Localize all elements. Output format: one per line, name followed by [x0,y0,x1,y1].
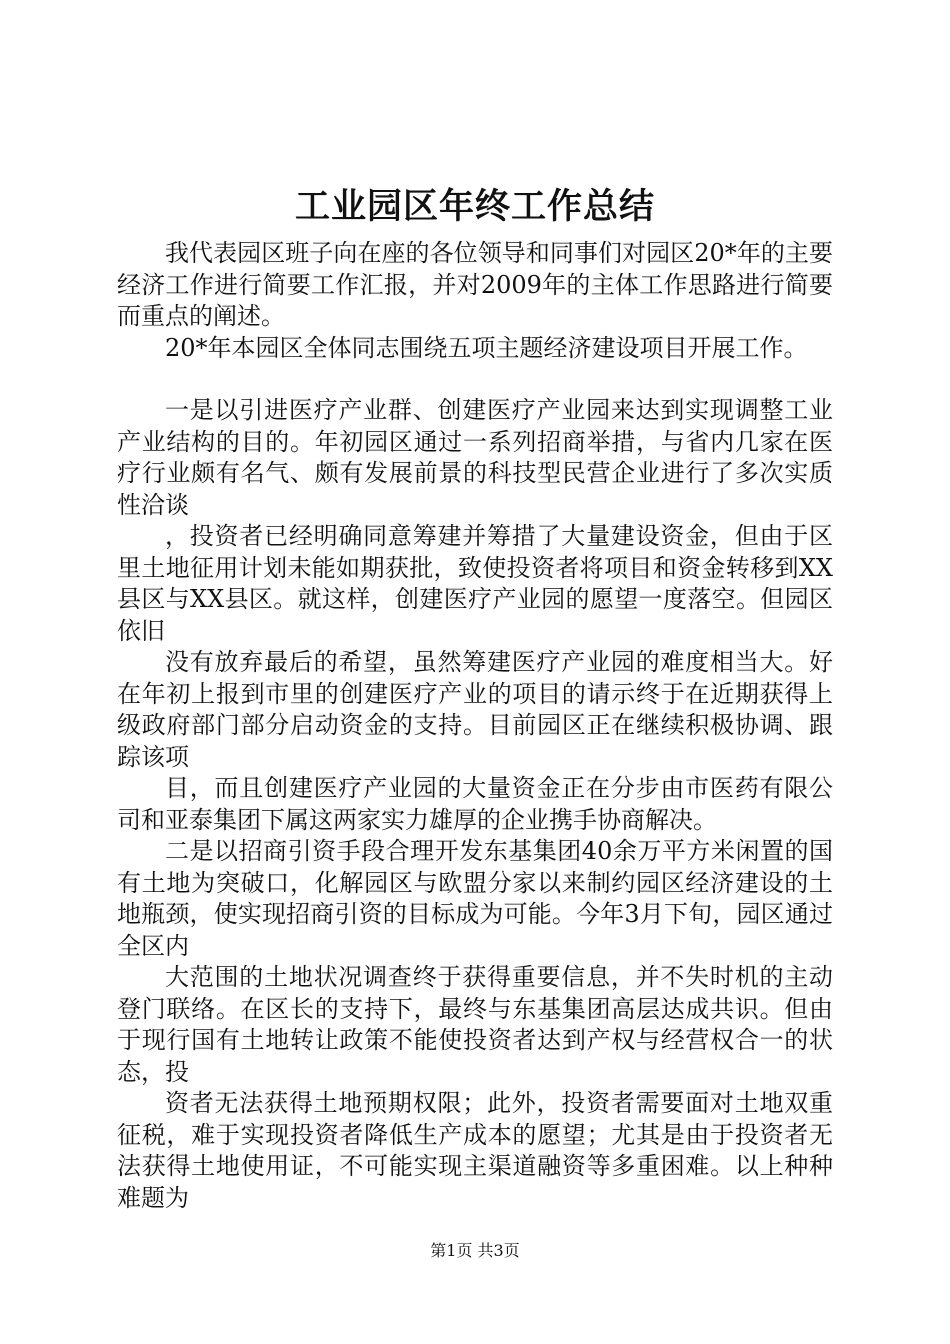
paragraph-point-two: 二是以招商引资手段合理开发东基集团40余万平方米闲置的国有土地为突破口，化解园区与欧盟分家以来制约园区经济建设的土地瓶颈，使实现招商引资的目标成为可能。今年3月下旬，园区通过全区内 [117,837,833,960]
paragraph-summary: 20*年本园区全体同志围绕五项主题经济建设项目开展工作。 [165,333,808,362]
paragraph-point-one: 一是以引进医疗产业群、创建医疗产业园来达到实现调整工业产业结构的目的。年初园区通过一系列招商举措，与省内几家在医疗行业颇有名气、颇有发展前景的科技型民营企业进行了多次实质性洽谈 [117,396,833,519]
paragraph-intro: 我代表园区班子向在座的各位领导和同事们对园区20*年的主要经济工作进行简要工作汇报，并对2009年的主体工作思路进行简要而重点的阐述。 [117,239,833,330]
paragraph-point-one-cont-3: 目，而且创建医疗产业园的大量资金正在分步由市医药有限公司和亚泰集团下属这两家实力雄厚的企业携手协商解决。 [117,774,833,834]
page-number-footer: 第1页 共3页 [430,1241,520,1260]
document-body [117,238,833,1214]
paragraph-point-two-cont-1: 大范围的土地状况调查终于获得重要信息，并不失时机的主动登门联络。在区长的支持下，最终与东基集团高层达成共识。但由于现行国有土地转让政策不能使投资者达到产权与经营权合一的状态，投 [117,963,833,1086]
document-title: 工业园区年终工作总结 [294,187,655,227]
paragraph-point-one-cont-1: ，投资者已经明确同意筹建并筹措了大量建设资金，但由于区里土地征用计划未能如期获批，致使投资者将项目和资金转移到XX县区与XX县区。就这样，创建医疗产业园的愿望一度落空。但园区依旧 [117,522,833,645]
paragraph-point-two-cont-2: 资者无法获得土地预期权限；此外，投资者需要面对土地双重征税，难于实现投资者降低生产成本的愿望；尤其是由于投资者无法获得土地使用证，不可能实现主渠道融资等多重困难。以上种种难题为 [117,1089,833,1212]
paragraph-point-one-cont-2: 没有放弃最后的希望，虽然筹建医疗产业园的难度相当大。好在年初上报到市里的创建医疗产业的项目的请示终于在近期获得上级政府部门部分启动资金的支持。目前园区正在继续积极协调、跟踪该项 [117,648,833,771]
